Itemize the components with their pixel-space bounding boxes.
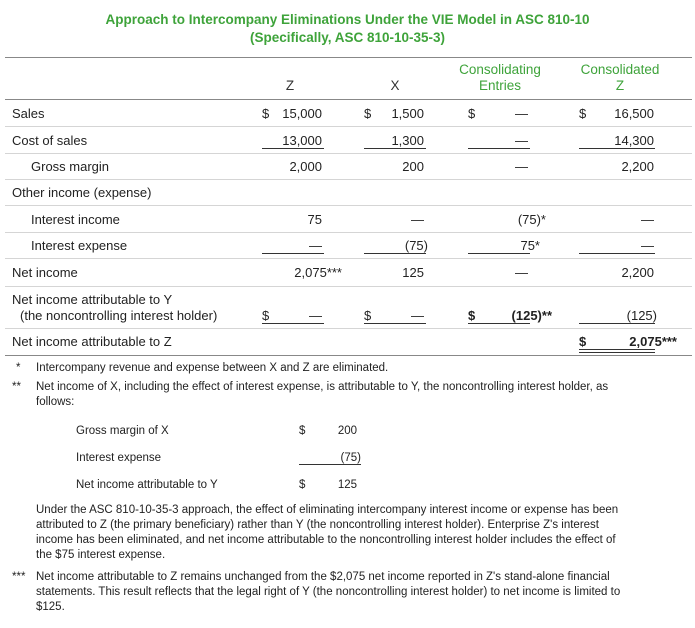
sales-x: 1,500 — [391, 106, 424, 121]
underline — [468, 323, 530, 324]
cost-x: 1,300 — [391, 133, 424, 148]
col-z-header: Z — [285, 78, 295, 93]
dollar-sign: $ — [299, 479, 306, 491]
underline — [364, 148, 426, 149]
net-z: 2,075*** — [294, 265, 342, 280]
double-underline-bottom — [579, 352, 655, 353]
underline — [262, 323, 324, 324]
intexp-ce: 75* — [520, 238, 540, 253]
row-gross-label: Gross margin — [31, 159, 110, 174]
cost-z: 13,000 — [282, 133, 322, 148]
row-toz-label: Net income attributable to Z — [12, 334, 172, 349]
nci-z: — — [309, 308, 322, 323]
underline — [468, 253, 530, 254]
page-title: Approach to Intercompany Eliminations Under the VIE Model in ASC 810-10 — [105, 12, 590, 27]
dollar-sign: $ — [364, 308, 372, 323]
net-x: 125 — [402, 265, 424, 280]
underline — [579, 253, 655, 254]
underline — [364, 323, 426, 324]
sales-ce: — — [515, 106, 528, 121]
row-cost-label: Cost of sales — [12, 133, 88, 148]
row-divider — [5, 258, 692, 259]
underline — [579, 148, 655, 149]
sub-gross-val: 200 — [337, 425, 357, 437]
row-intinc-label: Interest income — [31, 212, 120, 227]
dollar-sign: $ — [262, 106, 270, 121]
row-divider — [5, 179, 692, 180]
para-line-3: income has been eliminated, and net income attributable to the noncontrolling interest holder includes the effect of — [36, 534, 616, 546]
nci-x: — — [411, 308, 424, 323]
row-divider — [5, 205, 692, 206]
intinc-cz: — — [641, 212, 654, 227]
dollar-sign: $ — [468, 308, 476, 323]
col-x-header: X — [390, 78, 400, 93]
para-line-4: the $75 interest expense. — [36, 549, 166, 561]
underline — [579, 323, 655, 324]
sub-int-label: Interest expense — [76, 452, 162, 464]
row-nci-label-1: Net income attributable to Y — [12, 292, 173, 307]
intexp-z: — — [309, 238, 322, 253]
row-net-label: Net income — [12, 265, 78, 280]
col-cz-header-1: Consolidated — [580, 62, 660, 77]
net-cz: 2,200 — [621, 265, 654, 280]
intinc-ce: (75)* — [517, 212, 546, 227]
note-3-line-3: $125. — [36, 601, 65, 613]
row-other-label: Other income (expense) — [12, 185, 152, 200]
row-sales-label: Sales — [12, 106, 45, 121]
intinc-z: 75 — [307, 212, 322, 227]
dollar-sign: $ — [468, 106, 476, 121]
row-intexp-label: Interest expense — [31, 238, 128, 253]
table-bottom-rule — [5, 355, 692, 356]
note-2-line-1: Net income of X, including the effect of interest expense, is attributable to Y, the noncontrolling interest holder, as — [36, 381, 609, 393]
title-rule — [5, 57, 692, 58]
col-ce-header-2: Entries — [478, 78, 522, 93]
row-divider — [5, 286, 692, 287]
note-3-line-1: Net income attributable to Z remains unchanged from the $2,075 net income reported in Z's stand-alone financial — [36, 571, 610, 583]
intexp-x: (75) — [404, 238, 428, 253]
dollar-sign: $ — [579, 334, 587, 349]
toz-cz: 2,075*** — [629, 334, 677, 349]
dollar-sign: $ — [579, 106, 587, 121]
gross-ce: — — [515, 159, 528, 174]
sub-int-val: (75) — [340, 452, 361, 464]
sales-z: 15,000 — [282, 106, 322, 121]
underline — [262, 253, 324, 254]
double-underline-top — [579, 349, 655, 350]
sub-net-label: Net income attributable to Y — [76, 479, 218, 491]
col-cz-header-2: Z — [615, 78, 625, 93]
note-3-mark: *** — [12, 571, 26, 583]
note-2-line-2: follows: — [36, 396, 75, 408]
para-line-2: attributed to Z (the primary beneficiary) rather than Y (the noncontrolling interest holder). Enterprise Z's interest — [36, 519, 599, 531]
dollar-sign: $ — [299, 425, 306, 437]
net-ce: — — [515, 265, 528, 280]
underline — [468, 148, 530, 149]
header-rule — [5, 99, 692, 100]
cost-cz: 14,300 — [614, 133, 654, 148]
underline — [364, 253, 426, 254]
sub-gross-label: Gross margin of X — [76, 425, 169, 437]
para-line-1: Under the ASC 810-10-35-3 approach, the effect of eliminating intercompany interest income or expense has been — [36, 504, 619, 516]
cost-ce: — — [515, 133, 528, 148]
nci-cz: (125) — [626, 308, 657, 323]
dollar-sign: $ — [262, 308, 270, 323]
nci-ce: (125)** — [511, 308, 552, 323]
note-2-mark: ** — [12, 381, 21, 393]
page-subtitle: (Specifically, ASC 810-10-35-3) — [249, 30, 446, 45]
intexp-cz: — — [641, 238, 654, 253]
row-divider — [5, 153, 692, 154]
underline — [262, 148, 324, 149]
sub-net-val: 125 — [337, 479, 357, 491]
row-nci-label-2: (the noncontrolling interest holder) — [20, 308, 218, 323]
row-divider — [5, 232, 692, 233]
note-1-mark: * — [16, 362, 21, 374]
gross-z: 2,000 — [289, 159, 322, 174]
row-divider — [5, 328, 692, 329]
note-3-line-2: statements. This result reflects that the legal right of Y (the noncontrolling interest holder) to net income is limited to — [36, 586, 621, 598]
sales-cz: 16,500 — [614, 106, 654, 121]
gross-x: 200 — [402, 159, 424, 174]
gross-cz: 2,200 — [621, 159, 654, 174]
dollar-sign: $ — [364, 106, 372, 121]
col-ce-header-1: Consolidating — [459, 62, 541, 77]
row-divider — [5, 126, 692, 127]
intinc-x: — — [411, 212, 424, 227]
underline — [299, 464, 361, 465]
note-1-text: Intercompany revenue and expense between X and Z are eliminated. — [36, 362, 389, 374]
